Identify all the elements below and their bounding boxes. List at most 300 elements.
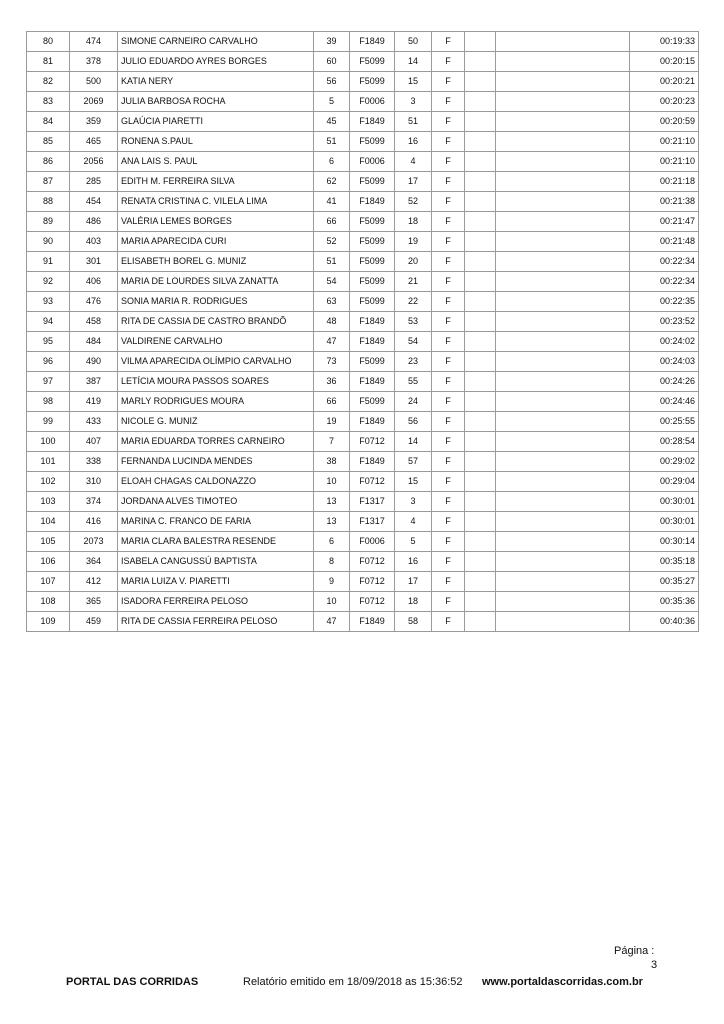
name-cell: SONIA MARIA R. RODRIGUES bbox=[118, 292, 314, 312]
category-cell: F5099 bbox=[350, 272, 395, 292]
time-cell: 00:20:15 bbox=[630, 52, 699, 72]
age-cell: 41 bbox=[314, 192, 350, 212]
table-row bbox=[27, 32, 699, 52]
place-cell: 100 bbox=[27, 432, 70, 452]
place-cell: 89 bbox=[27, 212, 70, 232]
name-cell: EDITH M. FERREIRA SILVA bbox=[118, 172, 314, 192]
name-cell: MARIA APARECIDA CURI bbox=[118, 232, 314, 252]
place-cell: 90 bbox=[27, 232, 70, 252]
table-row bbox=[27, 312, 699, 332]
team-cell bbox=[496, 592, 630, 612]
category-cell: F1849 bbox=[350, 192, 395, 212]
results-body bbox=[27, 32, 699, 632]
team-cell bbox=[496, 332, 630, 352]
team-cell bbox=[496, 172, 630, 192]
age-cell: 51 bbox=[314, 252, 350, 272]
place-cell: 106 bbox=[27, 552, 70, 572]
age-cell: 6 bbox=[314, 532, 350, 552]
table-row bbox=[27, 332, 699, 352]
team-cell bbox=[496, 312, 630, 332]
team-cell bbox=[496, 212, 630, 232]
table-row bbox=[27, 132, 699, 152]
sex-cell: F bbox=[432, 332, 465, 352]
table-row bbox=[27, 252, 699, 272]
place-cell: 107 bbox=[27, 572, 70, 592]
category-cell: F0712 bbox=[350, 592, 395, 612]
category-cell: F5099 bbox=[350, 292, 395, 312]
sex-cell: F bbox=[432, 532, 465, 552]
bib-cell: 416 bbox=[70, 512, 118, 532]
category-place-cell: 15 bbox=[395, 72, 432, 92]
name-cell: MARIA LUIZA V. PIARETTI bbox=[118, 572, 314, 592]
age-cell: 45 bbox=[314, 112, 350, 132]
category-place-cell: 18 bbox=[395, 592, 432, 612]
time-cell: 00:40:36 bbox=[630, 612, 699, 632]
category-place-cell: 16 bbox=[395, 132, 432, 152]
place-cell: 102 bbox=[27, 472, 70, 492]
bib-cell: 406 bbox=[70, 272, 118, 292]
sex-cell: F bbox=[432, 512, 465, 532]
category-cell: F1317 bbox=[350, 512, 395, 532]
sex-cell: F bbox=[432, 272, 465, 292]
category-place-cell: 55 bbox=[395, 372, 432, 392]
bib-cell: 500 bbox=[70, 72, 118, 92]
age-cell: 7 bbox=[314, 432, 350, 452]
place-cell: 97 bbox=[27, 372, 70, 392]
age-cell: 48 bbox=[314, 312, 350, 332]
table-row bbox=[27, 292, 699, 312]
place-cell: 99 bbox=[27, 412, 70, 432]
sex-cell: F bbox=[432, 212, 465, 232]
age-cell: 5 bbox=[314, 92, 350, 112]
sex-cell: F bbox=[432, 372, 465, 392]
category-cell: F1849 bbox=[350, 112, 395, 132]
name-cell: ISADORA FERREIRA PELOSO bbox=[118, 592, 314, 612]
age-cell: 51 bbox=[314, 132, 350, 152]
sex-cell: F bbox=[432, 252, 465, 272]
age-cell: 73 bbox=[314, 352, 350, 372]
blank-cell bbox=[465, 272, 496, 292]
table-row bbox=[27, 572, 699, 592]
category-cell: F0712 bbox=[350, 552, 395, 572]
name-cell: MARINA C. FRANCO DE FARIA bbox=[118, 512, 314, 532]
name-cell: JORDANA ALVES TIMOTEO bbox=[118, 492, 314, 512]
time-cell: 00:30:01 bbox=[630, 512, 699, 532]
bib-cell: 412 bbox=[70, 572, 118, 592]
name-cell: NICOLE G. MUNIZ bbox=[118, 412, 314, 432]
bib-cell: 338 bbox=[70, 452, 118, 472]
table-row bbox=[27, 592, 699, 612]
category-cell: F0712 bbox=[350, 432, 395, 452]
blank-cell bbox=[465, 592, 496, 612]
blank-cell bbox=[465, 152, 496, 172]
blank-cell bbox=[465, 492, 496, 512]
team-cell bbox=[496, 412, 630, 432]
age-cell: 60 bbox=[314, 52, 350, 72]
sex-cell: F bbox=[432, 232, 465, 252]
sex-cell: F bbox=[432, 312, 465, 332]
team-cell bbox=[496, 112, 630, 132]
team-cell bbox=[496, 92, 630, 112]
place-cell: 101 bbox=[27, 452, 70, 472]
category-cell: F5099 bbox=[350, 212, 395, 232]
time-cell: 00:21:10 bbox=[630, 132, 699, 152]
blank-cell bbox=[465, 72, 496, 92]
blank-cell bbox=[465, 232, 496, 252]
blank-cell bbox=[465, 312, 496, 332]
category-place-cell: 3 bbox=[395, 492, 432, 512]
bib-cell: 378 bbox=[70, 52, 118, 72]
blank-cell bbox=[465, 412, 496, 432]
table-row bbox=[27, 72, 699, 92]
category-cell: F1849 bbox=[350, 612, 395, 632]
blank-cell bbox=[465, 532, 496, 552]
category-place-cell: 18 bbox=[395, 212, 432, 232]
time-cell: 00:22:34 bbox=[630, 252, 699, 272]
sex-cell: F bbox=[432, 392, 465, 412]
sex-cell: F bbox=[432, 612, 465, 632]
place-cell: 80 bbox=[27, 32, 70, 52]
team-cell bbox=[496, 572, 630, 592]
place-cell: 103 bbox=[27, 492, 70, 512]
blank-cell bbox=[465, 612, 496, 632]
place-cell: 82 bbox=[27, 72, 70, 92]
category-cell: F1849 bbox=[350, 32, 395, 52]
category-place-cell: 53 bbox=[395, 312, 432, 332]
team-cell bbox=[496, 252, 630, 272]
sex-cell: F bbox=[432, 412, 465, 432]
team-cell bbox=[496, 72, 630, 92]
bib-cell: 359 bbox=[70, 112, 118, 132]
place-cell: 94 bbox=[27, 312, 70, 332]
table-row bbox=[27, 372, 699, 392]
name-cell: JULIA BARBOSA ROCHA bbox=[118, 92, 314, 112]
age-cell: 66 bbox=[314, 392, 350, 412]
blank-cell bbox=[465, 292, 496, 312]
time-cell: 00:29:02 bbox=[630, 452, 699, 472]
blank-cell bbox=[465, 212, 496, 232]
category-place-cell: 50 bbox=[395, 32, 432, 52]
bib-cell: 2073 bbox=[70, 532, 118, 552]
category-cell: F0006 bbox=[350, 92, 395, 112]
table-row bbox=[27, 212, 699, 232]
time-cell: 00:21:47 bbox=[630, 212, 699, 232]
sex-cell: F bbox=[432, 72, 465, 92]
bib-cell: 387 bbox=[70, 372, 118, 392]
category-place-cell: 3 bbox=[395, 92, 432, 112]
table-row bbox=[27, 472, 699, 492]
age-cell: 47 bbox=[314, 332, 350, 352]
place-cell: 92 bbox=[27, 272, 70, 292]
name-cell: ANA LAIS S. PAUL bbox=[118, 152, 314, 172]
team-cell bbox=[496, 152, 630, 172]
sex-cell: F bbox=[432, 152, 465, 172]
category-cell: F5099 bbox=[350, 392, 395, 412]
name-cell: RENATA CRISTINA C. VILELA LIMA bbox=[118, 192, 314, 212]
sex-cell: F bbox=[432, 552, 465, 572]
age-cell: 56 bbox=[314, 72, 350, 92]
name-cell: ISABELA CANGUSSÚ BAPTISTA bbox=[118, 552, 314, 572]
age-cell: 9 bbox=[314, 572, 350, 592]
category-place-cell: 57 bbox=[395, 452, 432, 472]
name-cell: GLAÚCIA PIARETTI bbox=[118, 112, 314, 132]
time-cell: 00:19:33 bbox=[630, 32, 699, 52]
sex-cell: F bbox=[432, 292, 465, 312]
place-cell: 85 bbox=[27, 132, 70, 152]
category-cell: F5099 bbox=[350, 352, 395, 372]
table-row bbox=[27, 272, 699, 292]
time-cell: 00:28:54 bbox=[630, 432, 699, 452]
name-cell: VILMA APARECIDA OLÍMPIO CARVALHO bbox=[118, 352, 314, 372]
category-place-cell: 52 bbox=[395, 192, 432, 212]
team-cell bbox=[496, 492, 630, 512]
team-cell bbox=[496, 32, 630, 52]
place-cell: 91 bbox=[27, 252, 70, 272]
age-cell: 36 bbox=[314, 372, 350, 392]
sex-cell: F bbox=[432, 52, 465, 72]
name-cell: SIMONE CARNEIRO CARVALHO bbox=[118, 32, 314, 52]
category-place-cell: 14 bbox=[395, 52, 432, 72]
table-row bbox=[27, 52, 699, 72]
category-cell: F5099 bbox=[350, 72, 395, 92]
page-label: Página : bbox=[614, 945, 655, 957]
team-cell bbox=[496, 352, 630, 372]
age-cell: 47 bbox=[314, 612, 350, 632]
category-place-cell: 54 bbox=[395, 332, 432, 352]
place-cell: 96 bbox=[27, 352, 70, 372]
category-place-cell: 20 bbox=[395, 252, 432, 272]
place-cell: 98 bbox=[27, 392, 70, 412]
category-place-cell: 21 bbox=[395, 272, 432, 292]
age-cell: 52 bbox=[314, 232, 350, 252]
footer-website: www.portaldascorridas.com.br bbox=[482, 976, 643, 988]
place-cell: 84 bbox=[27, 112, 70, 132]
category-place-cell: 14 bbox=[395, 432, 432, 452]
category-place-cell: 5 bbox=[395, 532, 432, 552]
name-cell: RITA DE CASSIA DE CASTRO BRANDÕ bbox=[118, 312, 314, 332]
age-cell: 6 bbox=[314, 152, 350, 172]
category-cell: F5099 bbox=[350, 132, 395, 152]
sex-cell: F bbox=[432, 572, 465, 592]
category-place-cell: 15 bbox=[395, 472, 432, 492]
table-row bbox=[27, 232, 699, 252]
place-cell: 95 bbox=[27, 332, 70, 352]
time-cell: 00:35:36 bbox=[630, 592, 699, 612]
time-cell: 00:21:38 bbox=[630, 192, 699, 212]
category-place-cell: 58 bbox=[395, 612, 432, 632]
bib-cell: 310 bbox=[70, 472, 118, 492]
time-cell: 00:25:55 bbox=[630, 412, 699, 432]
bib-cell: 2056 bbox=[70, 152, 118, 172]
team-cell bbox=[496, 512, 630, 532]
report-timestamp: Relatório emitido em 18/09/2018 as 15:36:52 bbox=[243, 976, 463, 988]
bib-cell: 2069 bbox=[70, 92, 118, 112]
place-cell: 105 bbox=[27, 532, 70, 552]
category-cell: F1849 bbox=[350, 312, 395, 332]
age-cell: 54 bbox=[314, 272, 350, 292]
category-cell: F5099 bbox=[350, 252, 395, 272]
blank-cell bbox=[465, 512, 496, 532]
category-cell: F5099 bbox=[350, 52, 395, 72]
category-cell: F1849 bbox=[350, 412, 395, 432]
blank-cell bbox=[465, 372, 496, 392]
place-cell: 87 bbox=[27, 172, 70, 192]
table-row bbox=[27, 512, 699, 532]
name-cell: VALÉRIA LEMES BORGES bbox=[118, 212, 314, 232]
team-cell bbox=[496, 552, 630, 572]
bib-cell: 490 bbox=[70, 352, 118, 372]
team-cell bbox=[496, 452, 630, 472]
bib-cell: 407 bbox=[70, 432, 118, 452]
time-cell: 00:22:35 bbox=[630, 292, 699, 312]
age-cell: 62 bbox=[314, 172, 350, 192]
blank-cell bbox=[465, 392, 496, 412]
blank-cell bbox=[465, 352, 496, 372]
blank-cell bbox=[465, 32, 496, 52]
bib-cell: 476 bbox=[70, 292, 118, 312]
sex-cell: F bbox=[432, 492, 465, 512]
table-row bbox=[27, 192, 699, 212]
blank-cell bbox=[465, 472, 496, 492]
age-cell: 19 bbox=[314, 412, 350, 432]
time-cell: 00:29:04 bbox=[630, 472, 699, 492]
bib-cell: 459 bbox=[70, 612, 118, 632]
table-row bbox=[27, 152, 699, 172]
name-cell: MARIA DE LOURDES SILVA ZANATTA bbox=[118, 272, 314, 292]
bib-cell: 458 bbox=[70, 312, 118, 332]
category-cell: F1317 bbox=[350, 492, 395, 512]
time-cell: 00:20:23 bbox=[630, 92, 699, 112]
age-cell: 8 bbox=[314, 552, 350, 572]
blank-cell bbox=[465, 112, 496, 132]
table-row bbox=[27, 352, 699, 372]
team-cell bbox=[496, 192, 630, 212]
category-cell: F0712 bbox=[350, 572, 395, 592]
category-cell: F1849 bbox=[350, 332, 395, 352]
place-cell: 109 bbox=[27, 612, 70, 632]
time-cell: 00:23:52 bbox=[630, 312, 699, 332]
team-cell bbox=[496, 272, 630, 292]
age-cell: 13 bbox=[314, 512, 350, 532]
name-cell: MARIA EDUARDA TORRES CARNEIRO bbox=[118, 432, 314, 452]
category-place-cell: 24 bbox=[395, 392, 432, 412]
age-cell: 38 bbox=[314, 452, 350, 472]
time-cell: 00:35:27 bbox=[630, 572, 699, 592]
time-cell: 00:35:18 bbox=[630, 552, 699, 572]
name-cell: LETÍCIA MOURA PASSOS SOARES bbox=[118, 372, 314, 392]
time-cell: 00:20:21 bbox=[630, 72, 699, 92]
blank-cell bbox=[465, 252, 496, 272]
blank-cell bbox=[465, 452, 496, 472]
sex-cell: F bbox=[432, 192, 465, 212]
table-row bbox=[27, 492, 699, 512]
age-cell: 13 bbox=[314, 492, 350, 512]
table-row bbox=[27, 432, 699, 452]
bib-cell: 474 bbox=[70, 32, 118, 52]
age-cell: 39 bbox=[314, 32, 350, 52]
bib-cell: 285 bbox=[70, 172, 118, 192]
category-place-cell: 51 bbox=[395, 112, 432, 132]
category-cell: F0006 bbox=[350, 152, 395, 172]
time-cell: 00:24:03 bbox=[630, 352, 699, 372]
sex-cell: F bbox=[432, 92, 465, 112]
category-place-cell: 56 bbox=[395, 412, 432, 432]
sex-cell: F bbox=[432, 592, 465, 612]
table-row bbox=[27, 452, 699, 472]
sex-cell: F bbox=[432, 432, 465, 452]
place-cell: 83 bbox=[27, 92, 70, 112]
category-place-cell: 16 bbox=[395, 552, 432, 572]
place-cell: 104 bbox=[27, 512, 70, 532]
blank-cell bbox=[465, 572, 496, 592]
name-cell: ELOAH CHAGAS CALDONAZZO bbox=[118, 472, 314, 492]
team-cell bbox=[496, 372, 630, 392]
category-place-cell: 4 bbox=[395, 152, 432, 172]
category-cell: F1849 bbox=[350, 452, 395, 472]
time-cell: 00:24:46 bbox=[630, 392, 699, 412]
blank-cell bbox=[465, 132, 496, 152]
blank-cell bbox=[465, 192, 496, 212]
bib-cell: 364 bbox=[70, 552, 118, 572]
time-cell: 00:20:59 bbox=[630, 112, 699, 132]
bib-cell: 484 bbox=[70, 332, 118, 352]
place-cell: 93 bbox=[27, 292, 70, 312]
page-number: 3 bbox=[651, 959, 658, 971]
sex-cell: F bbox=[432, 32, 465, 52]
sex-cell: F bbox=[432, 472, 465, 492]
category-place-cell: 19 bbox=[395, 232, 432, 252]
bib-cell: 454 bbox=[70, 192, 118, 212]
bib-cell: 301 bbox=[70, 252, 118, 272]
time-cell: 00:21:48 bbox=[630, 232, 699, 252]
table-row bbox=[27, 172, 699, 192]
name-cell: VALDIRENE CARVALHO bbox=[118, 332, 314, 352]
bib-cell: 365 bbox=[70, 592, 118, 612]
blank-cell bbox=[465, 332, 496, 352]
team-cell bbox=[496, 532, 630, 552]
age-cell: 10 bbox=[314, 472, 350, 492]
blank-cell bbox=[465, 52, 496, 72]
category-place-cell: 23 bbox=[395, 352, 432, 372]
table-row bbox=[27, 112, 699, 132]
table-row bbox=[27, 612, 699, 632]
bib-cell: 374 bbox=[70, 492, 118, 512]
sex-cell: F bbox=[432, 172, 465, 192]
place-cell: 81 bbox=[27, 52, 70, 72]
team-cell bbox=[496, 292, 630, 312]
category-cell: F5099 bbox=[350, 172, 395, 192]
table-row bbox=[27, 92, 699, 112]
time-cell: 00:24:26 bbox=[630, 372, 699, 392]
category-place-cell: 22 bbox=[395, 292, 432, 312]
results-table bbox=[26, 31, 699, 632]
time-cell: 00:30:01 bbox=[630, 492, 699, 512]
age-cell: 10 bbox=[314, 592, 350, 612]
bib-cell: 433 bbox=[70, 412, 118, 432]
table-row bbox=[27, 552, 699, 572]
bib-cell: 465 bbox=[70, 132, 118, 152]
table-row bbox=[27, 392, 699, 412]
footer-brand: PORTAL DAS CORRIDAS bbox=[66, 976, 199, 988]
team-cell bbox=[496, 392, 630, 412]
bib-cell: 403 bbox=[70, 232, 118, 252]
name-cell: MARIA CLARA BALESTRA RESENDE bbox=[118, 532, 314, 552]
blank-cell bbox=[465, 92, 496, 112]
team-cell bbox=[496, 612, 630, 632]
time-cell: 00:24:02 bbox=[630, 332, 699, 352]
age-cell: 63 bbox=[314, 292, 350, 312]
category-cell: F0006 bbox=[350, 532, 395, 552]
